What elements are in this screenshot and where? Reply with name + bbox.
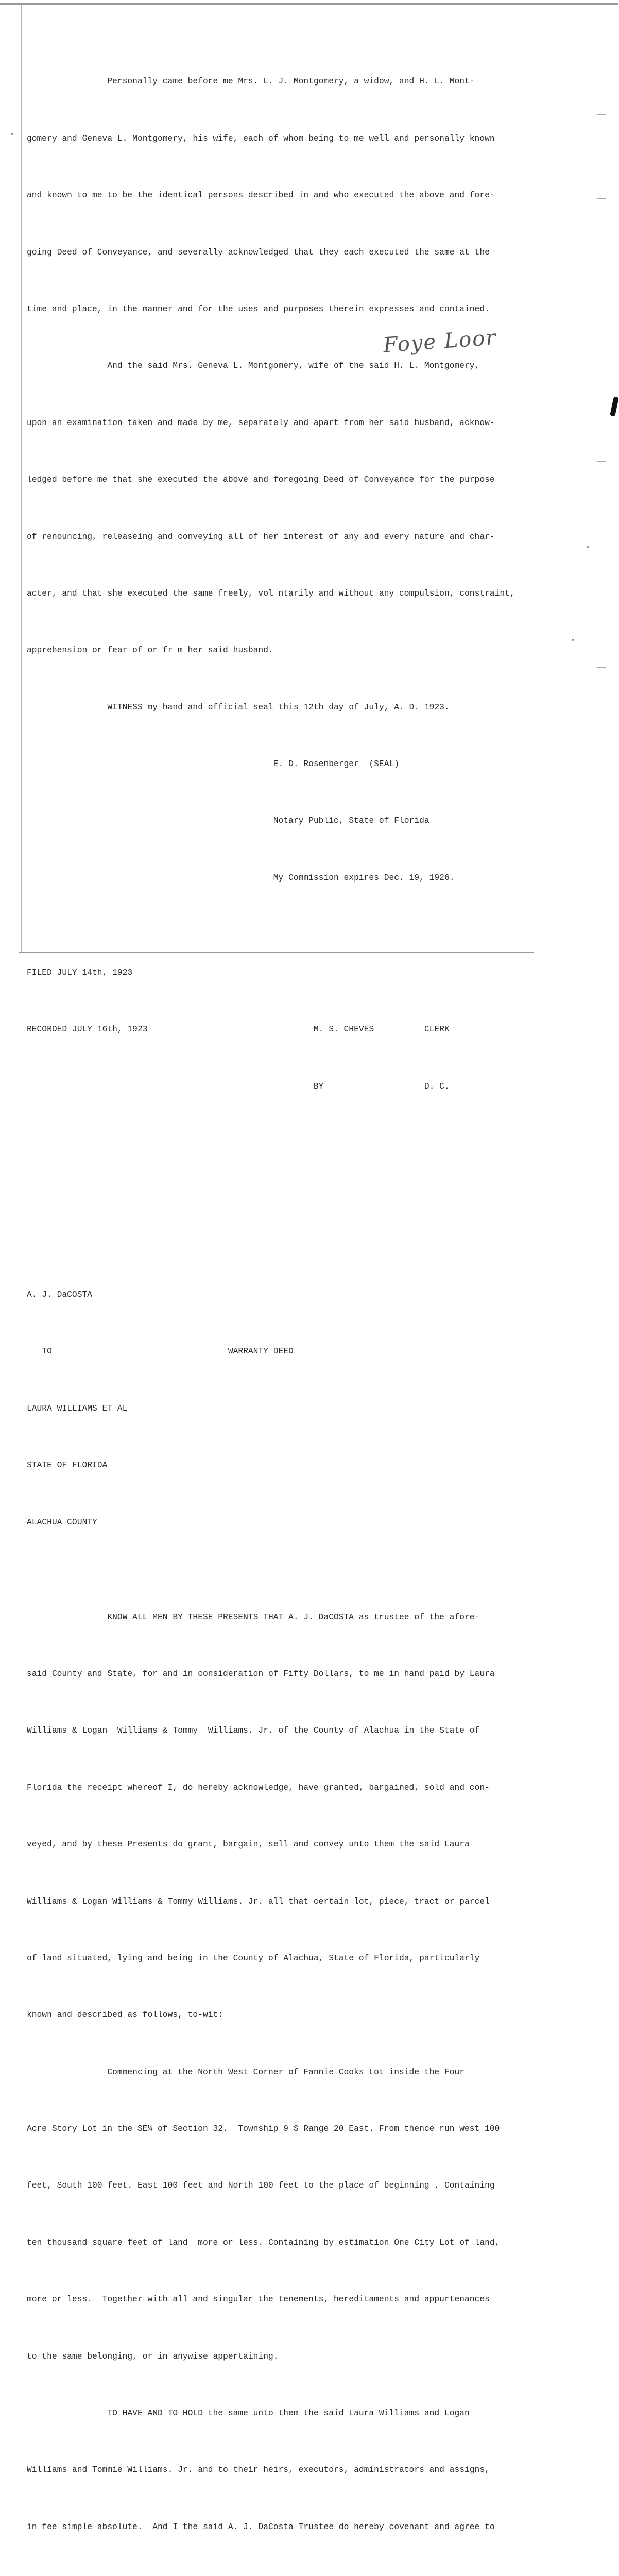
ack-line: and known to me to be the identical persons described in and who executed the above and fore- [27, 190, 495, 200]
ink-blot [610, 396, 619, 416]
document-text [27, 15, 593, 2576]
deed-line: ten thousand square feet of land more or less. Containing by estimation One City Lot of land, [27, 2237, 500, 2247]
ink-speck [11, 133, 13, 135]
margin-bracket [597, 114, 606, 143]
deed-line: Commencing at the North West Corner of Fannie Cooks Lot inside the Four [27, 2066, 465, 2077]
deed-line: KNOW ALL MEN BY THESE PRESENTS THAT A. J. DaCOSTA as trustee of the afore- [27, 1612, 480, 1622]
deputy-clerk-signature: Foye Loor [382, 326, 497, 358]
ack-line: time and place, in the manner and for the uses and purposes therein expresses and contained. [27, 303, 490, 314]
notary-title: Notary Public, State of Florida [27, 816, 429, 826]
ack-line: of renouncing, releaseing and conveying all of her interest of any and every nature and char- [27, 531, 495, 541]
deed-line: TO HAVE AND TO HOLD the same unto them the said Laura Williams and Logan [27, 2408, 470, 2418]
deed-line: Florida the receipt whereof I, do hereby acknowledge, have granted, bargained, sold and con- [27, 1782, 490, 1792]
grantor-name: A. J. DaCOSTA [27, 1290, 93, 1299]
ink-speck [587, 546, 589, 548]
margin-bracket [597, 198, 606, 227]
deed-line: Williams and Tommie Williams. Jr. and to their heirs, executors, administrators and assigns, [27, 2465, 490, 2475]
witness-line: WITNESS my hand and official seal this 12th day of July, A. D. 1923. [27, 702, 450, 712]
notary-commission: My Commission expires Dec. 19, 1926. [27, 872, 455, 883]
filed-date: FILED JULY 14th, 1923 [27, 967, 133, 977]
margin-bracket [597, 750, 606, 778]
margin-bracket [597, 433, 606, 462]
ack-line: apprehension or fear of or fr m her said husband. [27, 645, 273, 655]
ack-line: acter, and that she executed the same freely, vol ntarily and without any compulsion, constraint, [27, 588, 515, 598]
ack-line: upon an examination taken and made by me, separately and apart from her said husband, acknow- [27, 417, 495, 428]
ack-line: gomery and Geneva L. Montgomery, his wife, each of whom being to me well and personally known [27, 133, 495, 143]
deed-line: Acre Story Lot in the SE¼ of Section 32. Township 9 S Range 20 East. From thence run west 100 [27, 2124, 500, 2134]
deed-line: Williams & Logan Williams & Tommy Williams. Jr. all that certain lot, piece, tract or parcel [27, 1896, 490, 1906]
grantee-name: LAURA WILLIAMS ET AL [27, 1403, 128, 1413]
deed-line: feet, South 100 feet. East 100 feet and North 100 feet to the place of beginning , Containing [27, 2180, 495, 2191]
deed-line: in fee simple absolute. And I the said A. J. DaCosta Trustee do hereby covenant and agree to [27, 2521, 495, 2532]
deed-line: veyed, and by these Presents do grant, bargain, sell and convey unto them the said Laura [27, 1839, 470, 1850]
ack-line: ledged before me that she executed the above and foregoing Deed of Conveyance for the purpose [27, 474, 495, 485]
top-border [0, 3, 618, 5]
notary-name: E. D. Rosenberger (SEAL) [27, 759, 400, 769]
margin-bracket [597, 667, 606, 696]
state-heading: STATE OF FLORIDA [27, 1460, 108, 1470]
deed-title: TO WARRANTY DEED [27, 1346, 294, 1357]
deed-line: more or less. Together with all and singular the tenements, hereditaments and appurtenances [27, 2294, 490, 2304]
ink-speck [572, 639, 574, 641]
recorded-date: RECORDED JULY 16th, 1923 M. S. CHEVES CLERK [27, 1024, 450, 1035]
deed-line: to the same belonging, or in anywise appertaining. [27, 2351, 279, 2361]
deed-line: Williams & Logan Williams & Tommy Williams. Jr. of the County of Alachua in the State of [27, 1725, 480, 1736]
deed-line: said County and State, for and in consideration of Fifty Dollars, to me in hand paid by Laura [27, 1668, 495, 1679]
by-deputy-clerk: BY D. C. [27, 1081, 450, 1091]
left-margin-line [21, 5, 22, 953]
ack-line: Personally came before me Mrs. L. J. Montgomery, a widow, and H. L. Mont- [27, 76, 475, 87]
county-heading: ALACHUA COUNTY [27, 1517, 97, 1527]
deed-line: known and described as follows, to-wit: [27, 2010, 223, 2020]
ack-line: And the said Mrs. Geneva L. Montgomery, wife of the said H. L. Montgomery, [27, 361, 480, 371]
ack-line: going Deed of Conveyance, and severally acknowledged that they each executed the same at the [27, 247, 490, 257]
deed-line: of land situated, lying and being in the County of Alachua, State of Florida, particularly [27, 1953, 480, 1963]
